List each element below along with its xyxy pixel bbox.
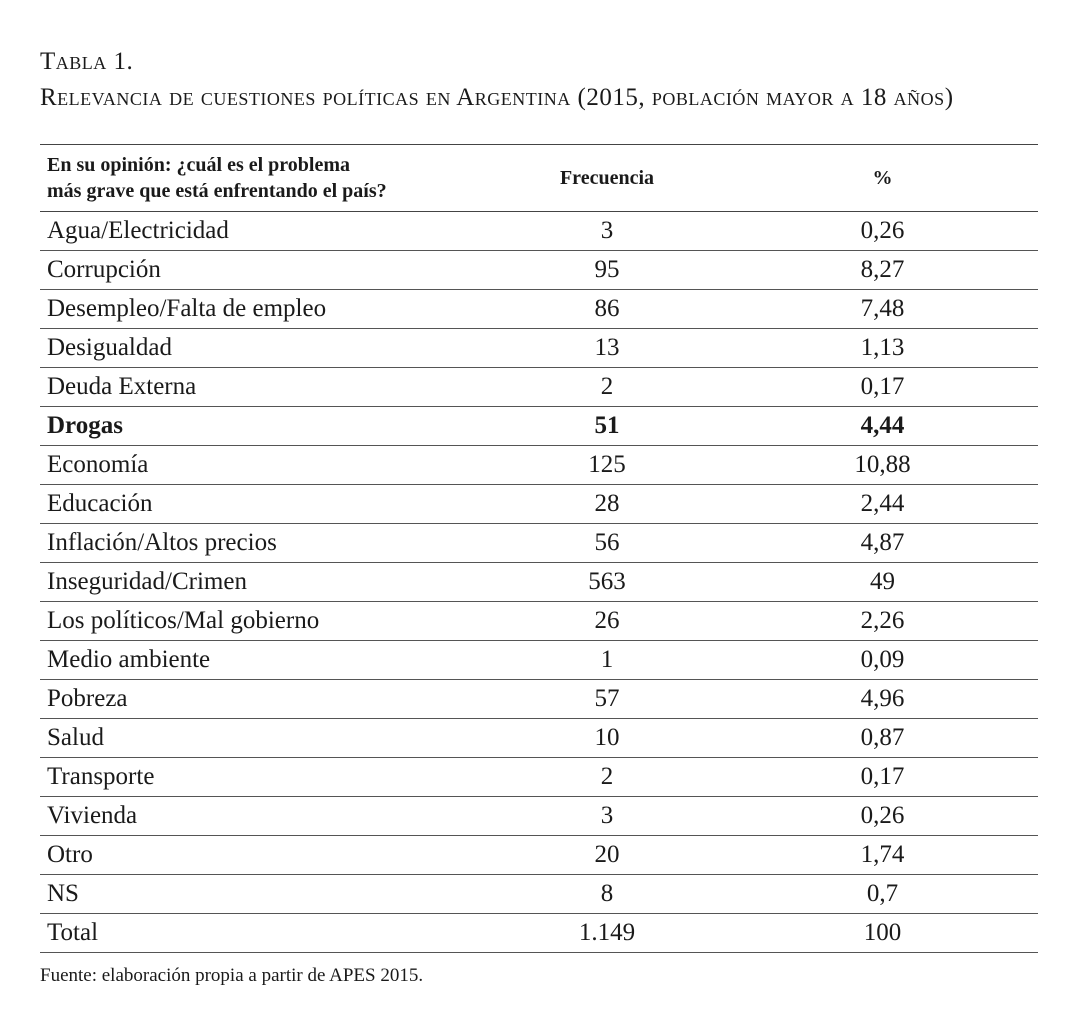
row-frequency: 13 bbox=[487, 329, 727, 368]
row-label: Drogas bbox=[40, 407, 487, 446]
row-label: Inseguridad/Crimen bbox=[40, 563, 487, 602]
row-frequency: 20 bbox=[487, 836, 727, 875]
row-label: Transporte bbox=[40, 758, 487, 797]
row-frequency: 8 bbox=[487, 875, 727, 914]
row-frequency: 125 bbox=[487, 446, 727, 485]
row-label: Educación bbox=[40, 485, 487, 524]
row-label: Desempleo/Falta de empleo bbox=[40, 290, 487, 329]
row-label: Salud bbox=[40, 719, 487, 758]
row-percent: 0,17 bbox=[727, 758, 1038, 797]
row-percent: 0,26 bbox=[727, 797, 1038, 836]
table-row bbox=[40, 836, 1038, 875]
table-title: Relevancia de cuestiones políticas en Argentina (2015, población mayor a 18 años) bbox=[40, 84, 954, 111]
total-label: Total bbox=[40, 914, 487, 953]
header-row bbox=[40, 145, 1038, 212]
row-percent: 0,09 bbox=[727, 641, 1038, 680]
header-question-line1: En su opinión: ¿cuál es el problema bbox=[47, 154, 351, 176]
table-row bbox=[40, 758, 1038, 797]
row-label: Inflación/Altos precios bbox=[40, 524, 487, 563]
table-row bbox=[40, 290, 1038, 329]
row-label: Otro bbox=[40, 836, 487, 875]
row-percent: 1,13 bbox=[727, 329, 1038, 368]
table-caption bbox=[40, 44, 954, 116]
row-label: Pobreza bbox=[40, 680, 487, 719]
table-row bbox=[40, 680, 1038, 719]
row-frequency: 3 bbox=[487, 797, 727, 836]
data-table bbox=[40, 144, 1038, 953]
row-percent: 10,88 bbox=[727, 446, 1038, 485]
row-frequency: 2 bbox=[487, 368, 727, 407]
table-row bbox=[40, 368, 1038, 407]
row-percent: 4,44 bbox=[727, 407, 1038, 446]
row-frequency: 2 bbox=[487, 758, 727, 797]
table-row bbox=[40, 602, 1038, 641]
row-frequency: 86 bbox=[487, 290, 727, 329]
row-label: Desigualdad bbox=[40, 329, 487, 368]
row-percent: 7,48 bbox=[727, 290, 1038, 329]
row-percent: 0,17 bbox=[727, 368, 1038, 407]
row-frequency: 95 bbox=[487, 251, 727, 290]
row-frequency: 563 bbox=[487, 563, 727, 602]
table-row bbox=[40, 641, 1038, 680]
row-frequency: 3 bbox=[487, 212, 727, 251]
row-label: Los políticos/Mal gobierno bbox=[40, 602, 487, 641]
table-row bbox=[40, 485, 1038, 524]
row-label: NS bbox=[40, 875, 487, 914]
row-percent: 0,87 bbox=[727, 719, 1038, 758]
table-row bbox=[40, 524, 1038, 563]
total-percent: 100 bbox=[727, 914, 1038, 953]
row-frequency: 28 bbox=[487, 485, 727, 524]
row-label: Economía bbox=[40, 446, 487, 485]
row-label: Corrupción bbox=[40, 251, 487, 290]
table-row bbox=[40, 212, 1038, 251]
row-percent: 49 bbox=[727, 563, 1038, 602]
row-label: Agua/Electricidad bbox=[40, 212, 487, 251]
row-label: Vivienda bbox=[40, 797, 487, 836]
table-row bbox=[40, 329, 1038, 368]
table-row bbox=[40, 251, 1038, 290]
source-note: Fuente: elaboración propia a partir de APES 2015. bbox=[40, 965, 424, 986]
table-row bbox=[40, 563, 1038, 602]
table-row bbox=[40, 875, 1038, 914]
row-frequency: 10 bbox=[487, 719, 727, 758]
row-frequency: 26 bbox=[487, 602, 727, 641]
row-frequency: 56 bbox=[487, 524, 727, 563]
table-row-highlighted bbox=[40, 407, 1038, 446]
table-label: Tabla 1. bbox=[40, 48, 134, 75]
table-row bbox=[40, 719, 1038, 758]
row-label: Deuda Externa bbox=[40, 368, 487, 407]
row-frequency: 51 bbox=[487, 407, 727, 446]
row-percent: 0,26 bbox=[727, 212, 1038, 251]
table-row-total bbox=[40, 914, 1038, 953]
row-percent: 2,44 bbox=[727, 485, 1038, 524]
row-percent: 1,74 bbox=[727, 836, 1038, 875]
table-row bbox=[40, 797, 1038, 836]
row-percent: 0,7 bbox=[727, 875, 1038, 914]
header-question-line2: más grave que está enfrentando el país? bbox=[47, 180, 387, 202]
total-frequency: 1.149 bbox=[487, 914, 727, 953]
table-row bbox=[40, 446, 1038, 485]
row-percent: 4,87 bbox=[727, 524, 1038, 563]
header-question bbox=[40, 145, 487, 212]
header-percent: % bbox=[727, 145, 1038, 212]
row-label: Medio ambiente bbox=[40, 641, 487, 680]
header-frequency: Frecuencia bbox=[487, 145, 727, 212]
row-frequency: 57 bbox=[487, 680, 727, 719]
row-frequency: 1 bbox=[487, 641, 727, 680]
row-percent: 4,96 bbox=[727, 680, 1038, 719]
row-percent: 8,27 bbox=[727, 251, 1038, 290]
row-percent: 2,26 bbox=[727, 602, 1038, 641]
